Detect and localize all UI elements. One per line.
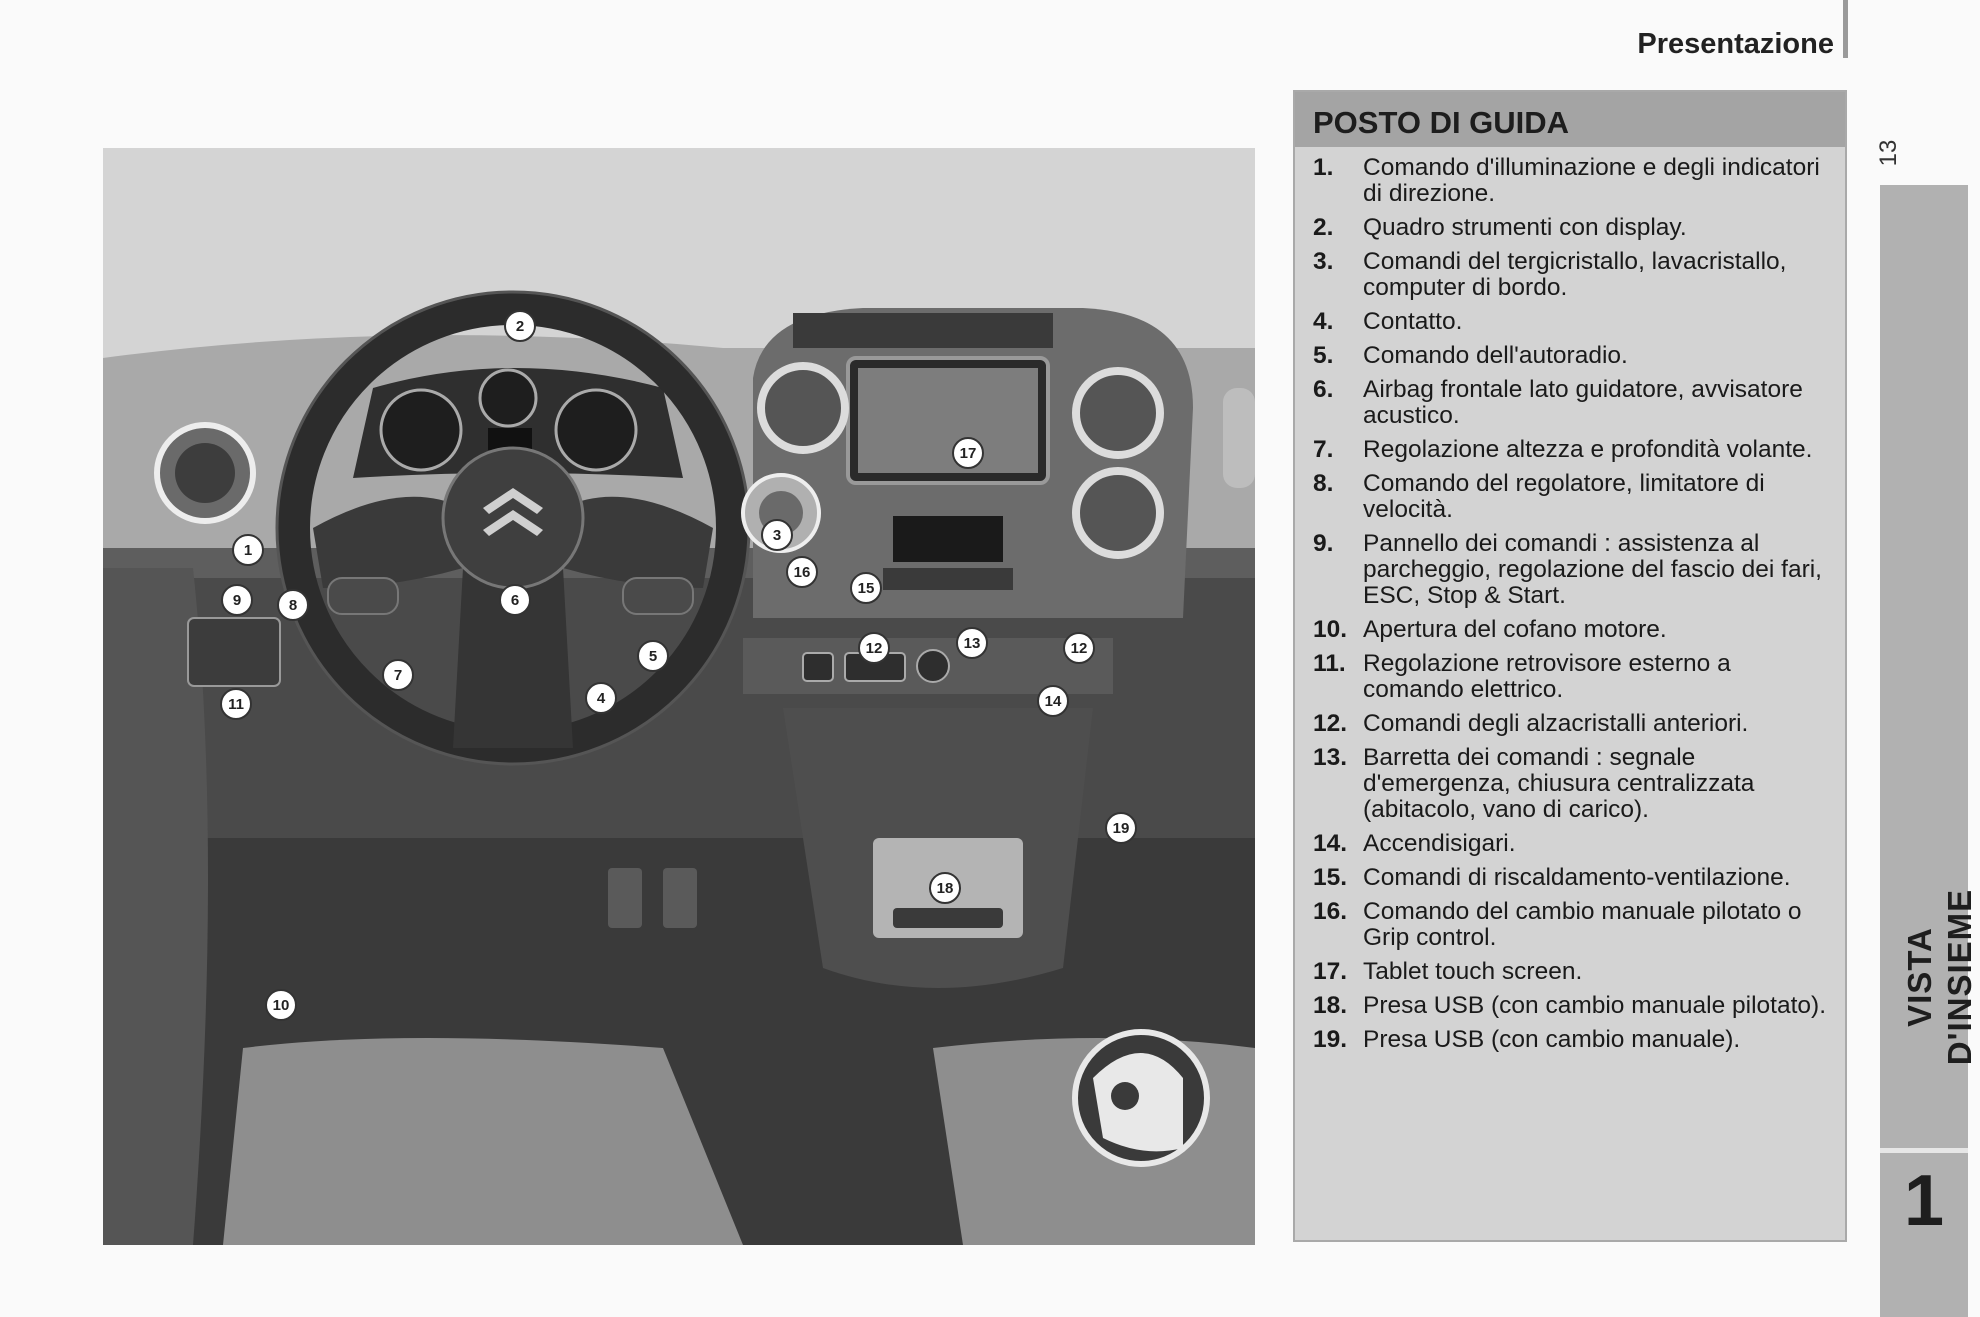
legend-item-number: 17. — [1313, 958, 1348, 985]
legend-item-text: Apertura del cofano motore. — [1363, 616, 1667, 643]
legend-item — [1313, 249, 1837, 301]
callout-8 — [278, 590, 308, 620]
legend-item — [1313, 959, 1837, 985]
legend-item-text: Tablet touch screen. — [1363, 958, 1583, 985]
callout-12-left — [859, 633, 889, 663]
svg-text:8: 8 — [288, 597, 298, 614]
legend-item-number: 4. — [1313, 308, 1334, 335]
callout-6 — [500, 585, 530, 615]
callout-1 — [233, 535, 263, 565]
callout-16 — [787, 557, 817, 587]
callout-4 — [586, 683, 616, 713]
legend-item-number: 14. — [1313, 830, 1348, 857]
legend-item — [1313, 711, 1837, 737]
legend-item-number: 3. — [1313, 248, 1334, 275]
legend-panel — [1293, 90, 1847, 1242]
legend-item-number: 10. — [1313, 616, 1348, 643]
svg-text:16: 16 — [793, 564, 811, 581]
chapter-number: 1 — [1903, 1161, 1945, 1241]
callout-10 — [266, 990, 296, 1020]
legend-item — [1313, 471, 1837, 523]
legend-item-number: 7. — [1313, 436, 1334, 463]
legend-item — [1313, 437, 1837, 463]
callout-9 — [222, 585, 252, 615]
legend-item — [1313, 377, 1837, 429]
legend-item — [1313, 899, 1837, 951]
svg-text:3: 3 — [772, 527, 782, 544]
callout-2 — [505, 311, 535, 341]
svg-text:12: 12 — [1070, 640, 1088, 657]
legend-item-text: Pannello dei comandi : assistenza al parcheggio, regolazione del fascio dei fari, ESC, Stop & Start. — [1363, 530, 1822, 609]
callout-15 — [851, 573, 881, 603]
callout-12-right — [1064, 633, 1094, 663]
callout-18 — [930, 873, 960, 903]
callout-3 — [762, 520, 792, 550]
legend-item — [1313, 215, 1837, 241]
svg-text:17: 17 — [959, 445, 977, 462]
callout-14 — [1038, 686, 1068, 716]
legend-item — [1313, 993, 1837, 1019]
legend-item-text: Comando del regolatore, limitatore di velocità. — [1363, 470, 1765, 523]
callout-7 — [383, 660, 413, 690]
legend-item-number: 18. — [1313, 992, 1348, 1019]
legend-item-number: 16. — [1313, 898, 1348, 925]
panel-title: POSTO DI GUIDA — [1295, 92, 1845, 147]
legend-item-text: Regolazione altezza e profondità volante. — [1363, 436, 1813, 463]
legend-item-text: Comando del cambio manuale pilotato o Grip control. — [1363, 898, 1802, 951]
legend-item-text: Regolazione retrovisore esterno a comando elettrico. — [1363, 650, 1731, 703]
legend-item-text: Quadro strumenti con display. — [1363, 214, 1687, 241]
legend-item-text: Presa USB (con cambio manuale). — [1363, 1026, 1741, 1053]
page-number: 13 — [1875, 139, 1902, 167]
legend-item-text: Comandi di riscaldamento-ventilazione. — [1363, 864, 1791, 891]
svg-text:1: 1 — [243, 542, 253, 559]
svg-text:2: 2 — [515, 318, 525, 335]
legend-item-number: 6. — [1313, 376, 1334, 403]
callout-17 — [953, 438, 983, 468]
svg-text:5: 5 — [648, 648, 658, 665]
svg-text:7: 7 — [393, 667, 403, 684]
legend-item-text: Contatto. — [1363, 308, 1463, 335]
legend-item — [1313, 531, 1837, 609]
dashboard-illustration — [103, 148, 1255, 1245]
legend-item-number: 12. — [1313, 710, 1348, 737]
legend-item-number: 1. — [1313, 154, 1334, 181]
callout-5 — [638, 641, 668, 671]
legend-item — [1313, 309, 1837, 335]
legend-item-number: 15. — [1313, 864, 1348, 891]
svg-text:6: 6 — [510, 592, 520, 609]
legend-item-number: 8. — [1313, 470, 1334, 497]
legend-item-number: 9. — [1313, 530, 1334, 557]
svg-text:12: 12 — [865, 640, 883, 657]
legend-item-text: Comando d'illuminazione e degli indicatori di direzione. — [1363, 154, 1820, 207]
header-rule — [1843, 0, 1848, 58]
chapter-label: VISTA D'INSIEME — [1901, 888, 1978, 1066]
legend-item-text: Accendisigari. — [1363, 830, 1516, 857]
legend-item-text: Comandi del tergicristallo, lavacristallo, computer di bordo. — [1363, 248, 1787, 301]
svg-text:10: 10 — [272, 997, 290, 1014]
callout-11 — [221, 689, 251, 719]
callout-13 — [957, 628, 987, 658]
legend-item-number: 5. — [1313, 342, 1334, 369]
legend-item-text: Presa USB (con cambio manuale pilotato). — [1363, 992, 1826, 1019]
svg-text:14: 14 — [1044, 693, 1062, 710]
svg-text:18: 18 — [936, 880, 954, 897]
svg-text:11: 11 — [228, 696, 244, 713]
legend-item-text: Comando dell'autoradio. — [1363, 342, 1628, 369]
legend-list — [1295, 147, 1845, 1053]
legend-item-text: Comandi degli alzacristalli anteriori. — [1363, 710, 1749, 737]
chapter-tab-divider — [1880, 1148, 1968, 1153]
legend-item — [1313, 155, 1837, 207]
legend-item-text: Airbag frontale lato guidatore, avvisatore acustico. — [1363, 376, 1803, 429]
legend-item — [1313, 831, 1837, 857]
legend-item — [1313, 651, 1837, 703]
legend-item-number: 19. — [1313, 1026, 1348, 1053]
legend-item — [1313, 1027, 1837, 1053]
svg-text:15: 15 — [857, 580, 875, 597]
legend-item — [1313, 343, 1837, 369]
svg-text:19: 19 — [1112, 820, 1130, 837]
legend-item — [1313, 617, 1837, 643]
legend-item — [1313, 865, 1837, 891]
legend-item-text: Barretta dei comandi : segnale d'emergenza, chiusura centralizzata (abitacolo, vano di carico). — [1363, 744, 1755, 823]
legend-item-number: 13. — [1313, 744, 1348, 771]
section-title: Presentazione — [1637, 28, 1834, 60]
svg-text:9: 9 — [232, 592, 242, 609]
legend-item-number: 2. — [1313, 214, 1334, 241]
legend-item — [1313, 745, 1837, 823]
svg-text:4: 4 — [596, 690, 606, 707]
callout-19 — [1106, 813, 1136, 843]
svg-text:13: 13 — [963, 635, 981, 652]
legend-item-number: 11. — [1313, 650, 1346, 677]
